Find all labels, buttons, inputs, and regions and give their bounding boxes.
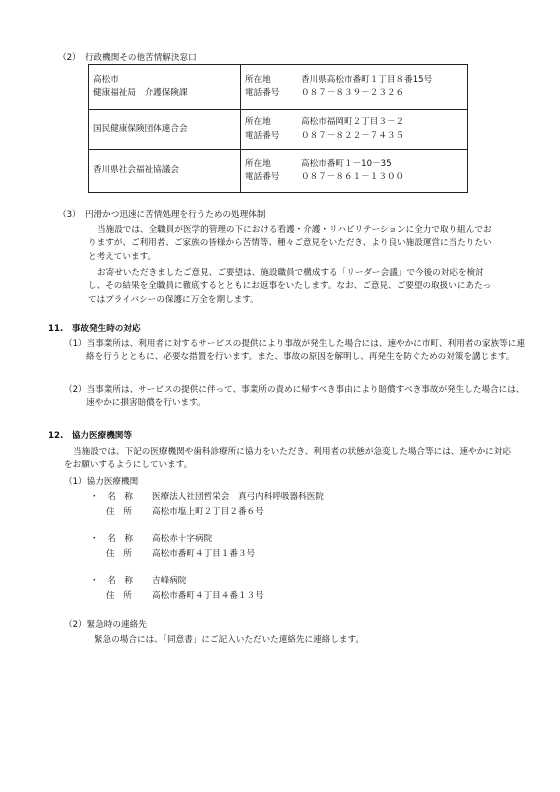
address-label: 所在地 xyxy=(245,117,271,128)
address-value: 高松市福岡町２丁目３－２ xyxy=(301,117,405,128)
section-11-item: （2）当事業所は、サービスの提供に伴って、事業所の責めに帰すべき事由により賠償すべき事故が発生した場合には、速やかに損害賠償を行います。 xyxy=(64,385,525,409)
institution-address: 高松市番町４丁目４番１３号 xyxy=(152,591,264,601)
phone-value: ０８７－８２２－７４３５ xyxy=(301,130,405,141)
subsection-heading: （1）協力医療機関 xyxy=(64,477,139,487)
institution-name: 吉峰病院 xyxy=(152,576,187,586)
agency-name-line: 高松市 xyxy=(93,74,119,85)
section-12-intro: 当施設では、下記の医療機関や歯科診療所に協力をいただき、利用者の状態が急変した場合等には、速やかに対応をお願いするようにしています。 xyxy=(64,447,511,471)
institution-address-label: 住 所 xyxy=(106,507,132,517)
subsection-heading: （2）緊急時の連絡先 xyxy=(64,620,147,630)
institution-address: 高松市塩上町２丁目２番６号 xyxy=(152,507,264,517)
emergency-contact-text: 緊急の場合には、「同意書」にご記入いただいた連絡先に連絡します。 xyxy=(94,635,365,645)
section-11-heading: 11. 事故発生時の対応 xyxy=(48,324,141,334)
section-3-paragraph: お寄せいただきましたご意見、ご要望は、施設職員で構成する「リーダー会議」で今後の対応を検討し、その結果を全職員に徹底するとともにお返事をいたします。なお、ご意見、ご要望の取扱いにあたってはプライバシーの保護に万全を期します。 xyxy=(88,268,492,305)
institution-name-label: ・ 名 称 xyxy=(90,492,133,502)
institution-address-label: 住 所 xyxy=(106,549,132,559)
institution-address-label: 住 所 xyxy=(106,591,132,601)
table-row xyxy=(89,150,468,193)
table-row xyxy=(89,65,468,110)
address-label: 所在地 xyxy=(245,74,271,85)
phone-value: ０８７－８３９－２３２６ xyxy=(301,88,405,98)
section-2-heading: （2） 行政機関その他苦情解決窓口 xyxy=(58,53,197,63)
agency-contact-cell xyxy=(241,110,468,150)
institution-name-label: ・ 名 称 xyxy=(90,534,133,544)
section-3-heading: （3） 円滑かつ迅速に苦情処理を行うための処理体制 xyxy=(58,210,266,220)
agency-name-line: 健康福祉局 介護保険課 xyxy=(93,88,188,98)
institution-name: 高松赤十字病院 xyxy=(152,534,213,544)
agency-name-cell xyxy=(89,150,241,193)
phone-value: ０８７－８６１－１３００ xyxy=(301,172,405,182)
section-3-paragraph: 当施設では、全職員が医学的管理の下における看護・介護・リハビリテーションに全力で取り組んでおりますが、ご利用者、ご家族の皆様から苦情等、種々ご意見をいただき、より良い施設運営に当たりたいと考えています。 xyxy=(88,225,492,262)
address-value: 高松市番町１－10－35 xyxy=(301,158,392,169)
section-12-heading: 12. 協力医療機関等 xyxy=(48,431,132,441)
institution-address: 高松市番町４丁目１番３号 xyxy=(152,549,256,559)
agency-name-cell xyxy=(89,110,241,150)
agency-name-line: 国民健康保険団体連合会 xyxy=(93,123,188,134)
table-row xyxy=(89,110,468,150)
phone-label: 電話番号 xyxy=(245,172,280,182)
institution-name-label: ・ 名 称 xyxy=(90,576,133,586)
agency-contact-cell xyxy=(241,150,468,193)
institution-name: 医療法人社団哲栄会 真弓内科呼吸器科医院 xyxy=(152,492,324,502)
section-11-item: （1）当事業所は、利用者に対するサービスの提供により事故が発生した場合には、速やかに市町、利用者の家族等に連絡を行うとともに、必要な措置を行います。また、事故の原因を解明し、再発生を防ぐための対策を講じます。 xyxy=(64,339,525,363)
agency-contact-cell xyxy=(241,65,468,110)
complaint-window-table xyxy=(88,64,468,193)
address-label: 所在地 xyxy=(245,158,271,169)
agency-name-line: 香川県社会福祉協議会 xyxy=(93,165,179,176)
phone-label: 電話番号 xyxy=(245,88,280,98)
phone-label: 電話番号 xyxy=(245,130,280,141)
agency-name-cell xyxy=(89,65,241,110)
address-value: 香川県高松市番町１丁目８番15号 xyxy=(301,74,433,85)
